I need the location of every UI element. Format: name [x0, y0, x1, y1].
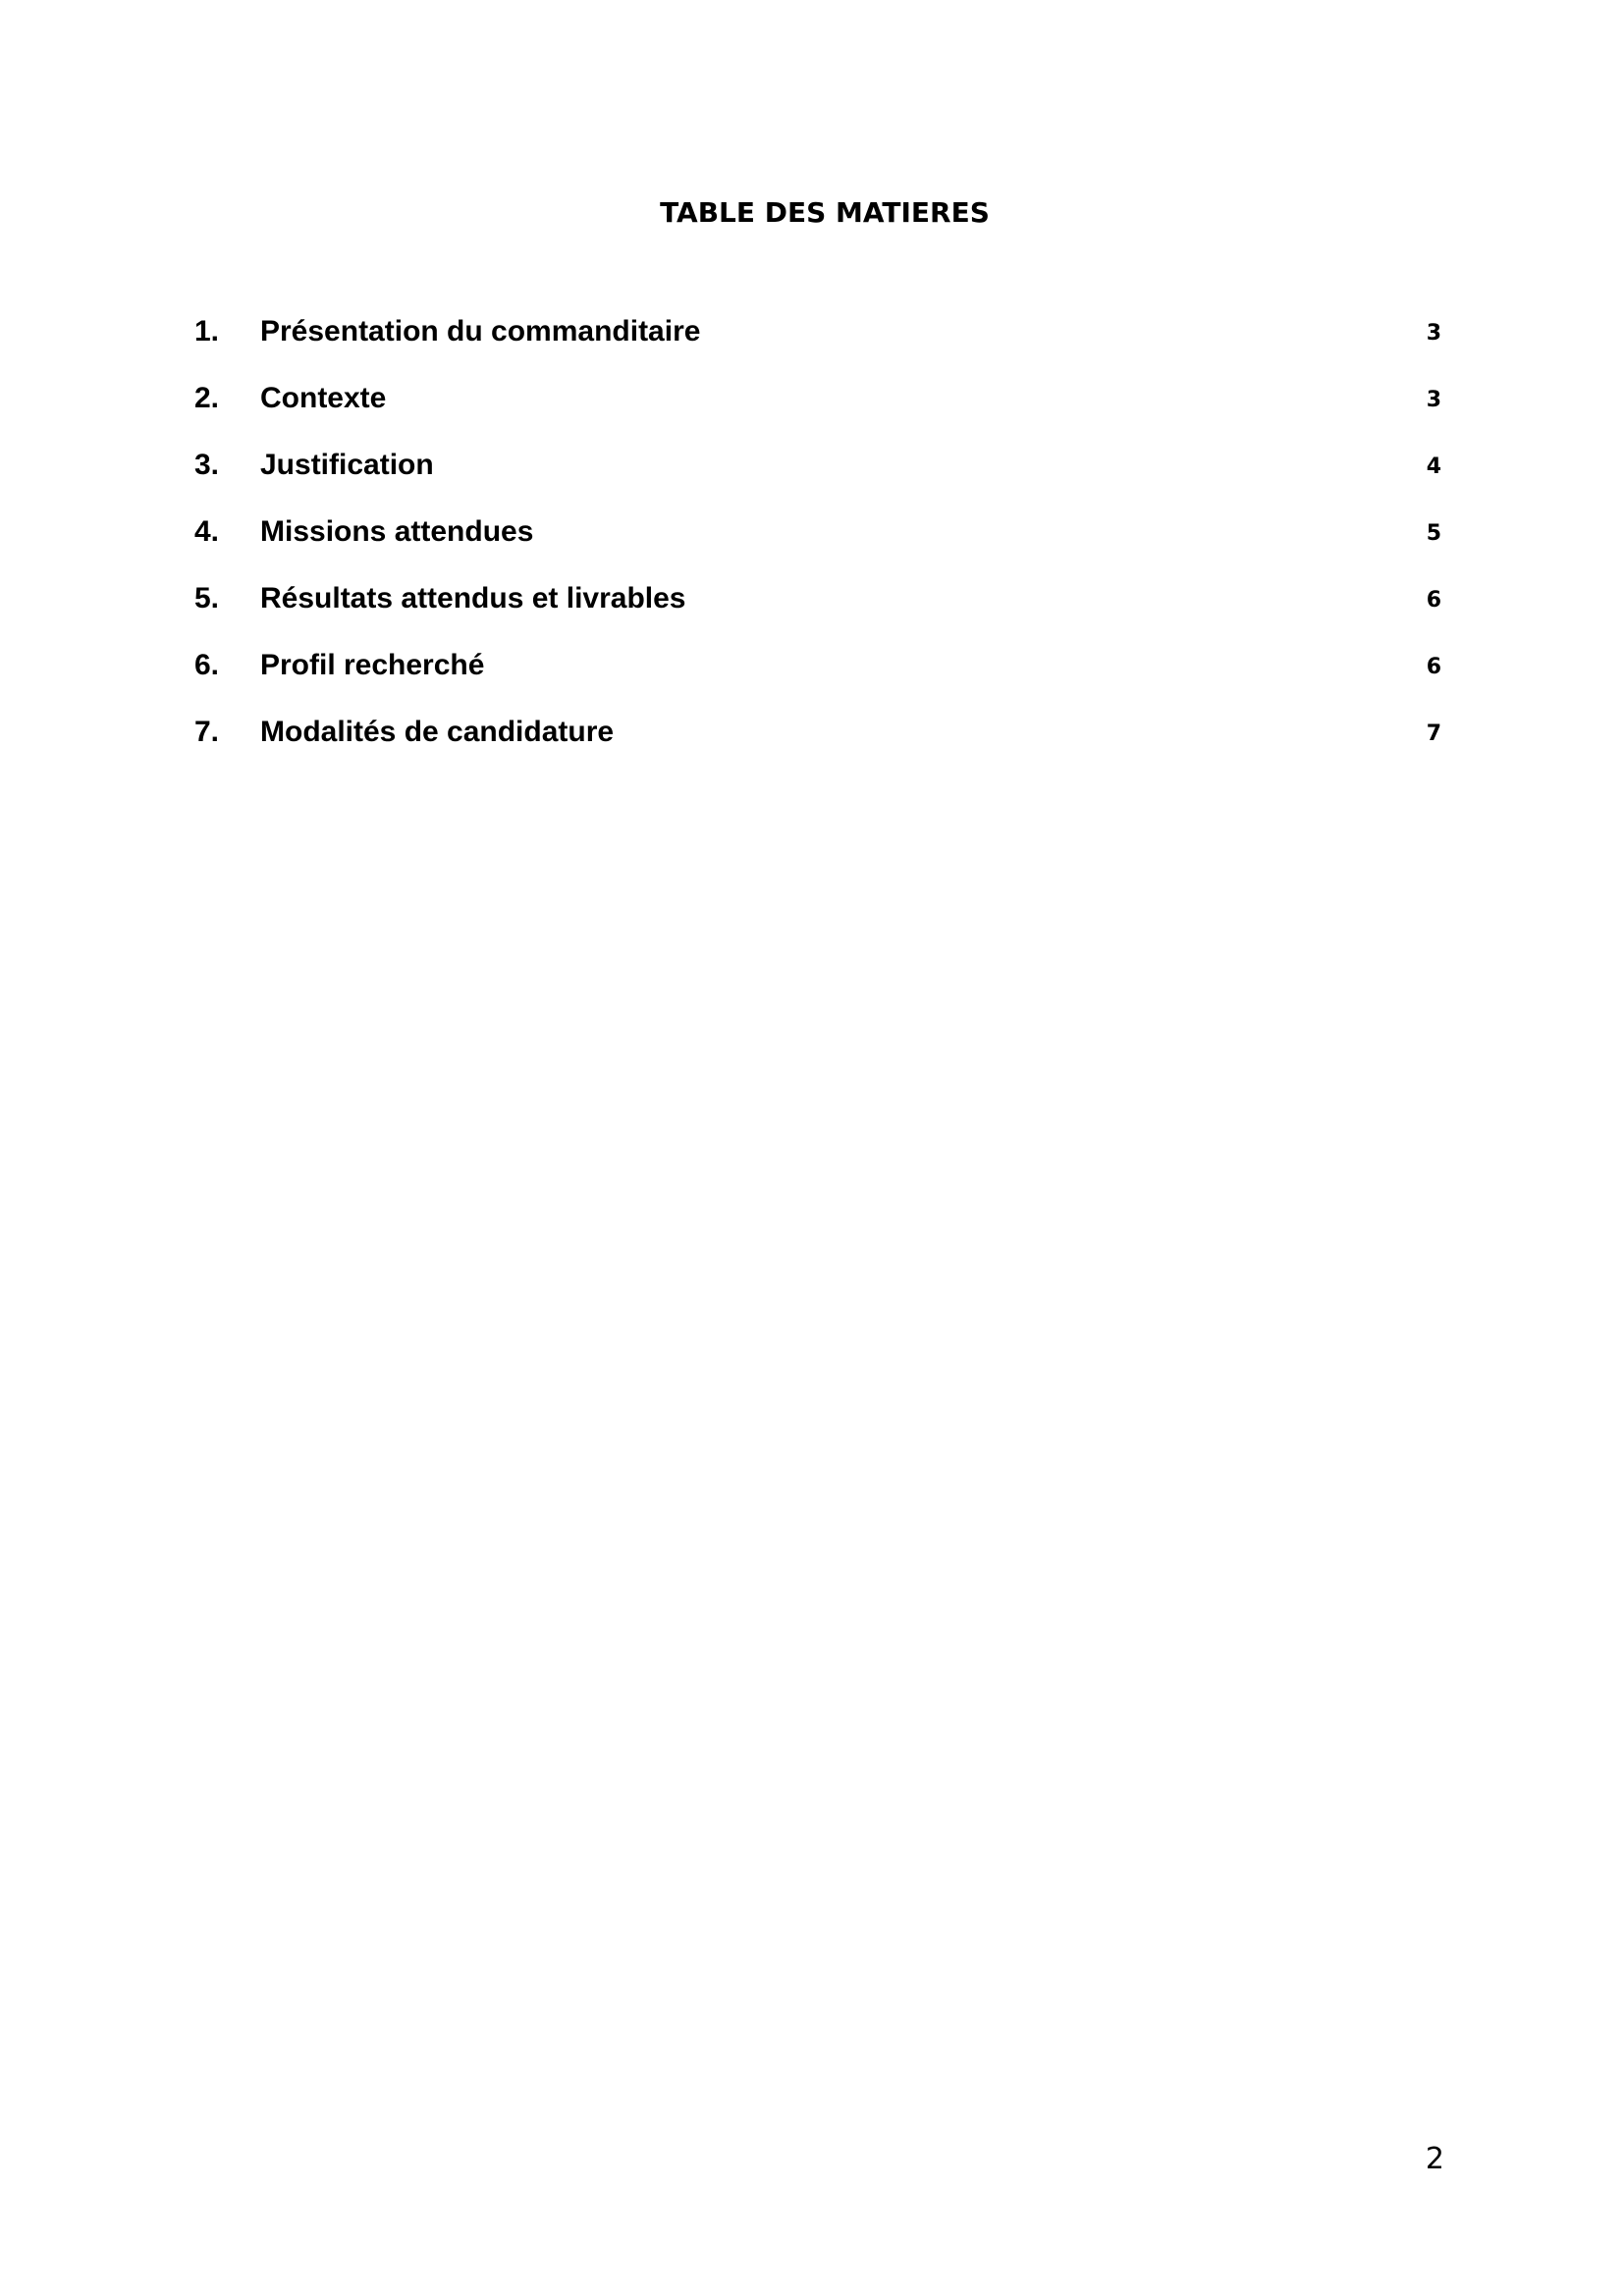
table-of-contents [194, 312, 1441, 779]
toc-entry-3[interactable] [194, 446, 1441, 512]
toc-entry-label: Présentation du commanditaire [260, 315, 701, 347]
toc-entry-5[interactable] [194, 579, 1441, 646]
toc-entry-number: 3. [194, 449, 220, 481]
toc-entry-page: 5 [1426, 521, 1441, 546]
toc-entry-2[interactable] [194, 379, 1441, 446]
toc-entry-label: Résultats attendus et livrables [260, 582, 686, 614]
toc-entry-label: Contexte [260, 382, 387, 414]
toc-entry-page: 3 [1426, 388, 1441, 412]
toc-entry-4[interactable] [194, 512, 1441, 579]
toc-entry-number: 7. [194, 716, 220, 748]
toc-entry-number: 1. [194, 315, 220, 347]
toc-entry-label: Justification [260, 449, 434, 481]
page-number: 2 [1425, 2142, 1444, 2176]
page-title: TABLE DES MATIERES [660, 196, 990, 229]
toc-entry-page: 6 [1426, 588, 1441, 613]
toc-entry-number: 5. [194, 582, 220, 614]
toc-entry-number: 4. [194, 515, 220, 548]
toc-entry-number: 6. [194, 649, 220, 681]
toc-entry-page: 6 [1426, 655, 1441, 679]
toc-entry-1[interactable] [194, 312, 1441, 379]
toc-entry-7[interactable] [194, 713, 1441, 779]
toc-entry-label: Profil recherché [260, 649, 485, 681]
toc-entry-page: 7 [1426, 721, 1441, 746]
toc-entry-label: Missions attendues [260, 515, 534, 548]
toc-entry-page: 3 [1426, 321, 1441, 346]
toc-entry-label: Modalités de candidature [260, 716, 615, 748]
toc-entry-page: 4 [1426, 454, 1441, 479]
toc-entry-number: 2. [194, 382, 220, 414]
toc-entry-6[interactable] [194, 646, 1441, 713]
